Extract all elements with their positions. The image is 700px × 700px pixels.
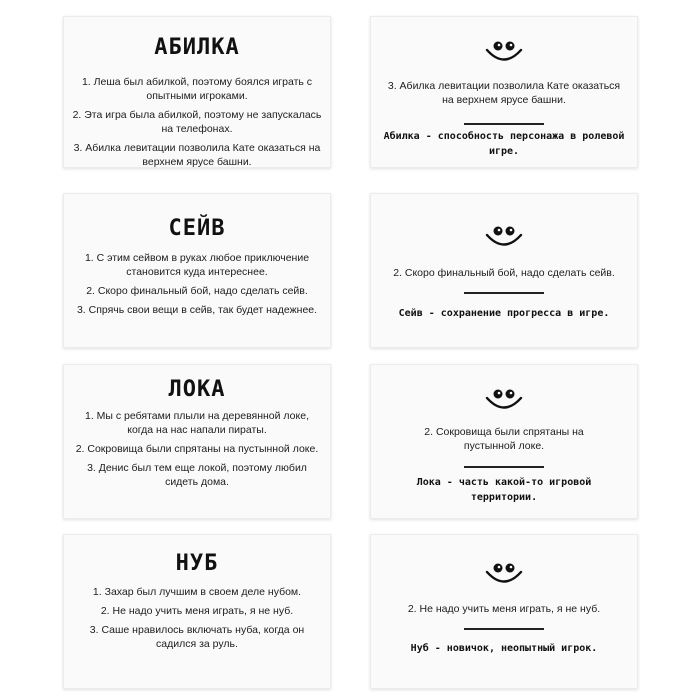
back-quote: 3. Абилка левитации позволила Кате оказаться на верхнем ярусе башни. (387, 80, 621, 106)
back-quote: 2. Скоро финальный бой, надо сделать сейв. (393, 267, 615, 279)
word-card-front-loka (63, 364, 331, 519)
word-card-back-abilka (370, 16, 638, 168)
divider-line (464, 123, 544, 125)
word-card-back-nub (370, 534, 638, 689)
example-sentence: 2. Сокровища были спрятаны на пустынной локе. (75, 443, 319, 455)
smiley-face-icon (484, 224, 524, 250)
word-card-front-abilka (63, 16, 331, 168)
word-card-back-loka (370, 364, 638, 519)
word-definition: Абилка - способность персонажа в ролевой игре. (383, 131, 625, 157)
card-word: ЛОКА (168, 377, 226, 402)
word-definition: Нуб - новичок, неопытный игрок. (410, 643, 598, 654)
example-sentence: 3. Денис был тем еще локой, поэтому любил сидеть дома. (87, 462, 307, 488)
example-sentence: 2. Скоро финальный бой, надо сделать сейв. (86, 285, 308, 297)
back-quote: 2. Не надо учить меня играть, я не нуб. (407, 603, 601, 615)
word-card-back-seiv (370, 193, 638, 348)
example-sentence: 2. Эта игра была абилкой, поэтому не запускалась на телефонах. (72, 109, 322, 135)
card-word: СЕЙВ (168, 216, 226, 241)
example-sentence: 1. Мы с ребятами плыли на деревянной локе, когда на нас напали пираты. (84, 410, 309, 436)
divider-line (464, 292, 544, 294)
card-examples (72, 251, 322, 322)
smiley-face-icon (484, 387, 524, 413)
word-card-front-nub (63, 534, 331, 689)
example-sentence: 1. Леша был абилкой, поэтому боялся играть с опытными игроками. (81, 76, 313, 102)
example-sentence: 2. Не надо учить меня играть, я не нуб. (100, 605, 294, 617)
word-card-front-seiv (63, 193, 331, 348)
word-definition: Сейв - сохранение прогресса в игре. (398, 308, 610, 319)
example-sentence: 3. Спрячь свои вещи в сейв, так будет надежнее. (76, 304, 318, 316)
divider-line (464, 466, 544, 468)
smiley-face-icon (484, 39, 524, 65)
example-sentence: 1. Захар был лучшим в своем деле нубом. (92, 586, 302, 598)
card-word: АБИЛКА (154, 35, 240, 60)
example-sentence: 3. Абилка левитации позволила Кате оказаться на верхнем ярусе башни. (73, 142, 321, 168)
card-examples (72, 409, 322, 494)
back-quote: 2. Сокровища были спрятаны на пустынной локе. (424, 426, 584, 452)
card-examples (72, 585, 322, 656)
divider-line (464, 628, 544, 630)
smiley-face-icon (484, 561, 524, 587)
example-sentence: 1. С этим сейвом в руках любое приключение становится куда интереснее. (84, 252, 310, 278)
card-examples (72, 75, 322, 168)
card-word: НУБ (175, 551, 219, 576)
word-definition: Лока - часть какой-то игровой территории. (416, 477, 592, 503)
example-sentence: 3. Саше нравилось включать нуба, когда он садился за руль. (89, 624, 305, 650)
